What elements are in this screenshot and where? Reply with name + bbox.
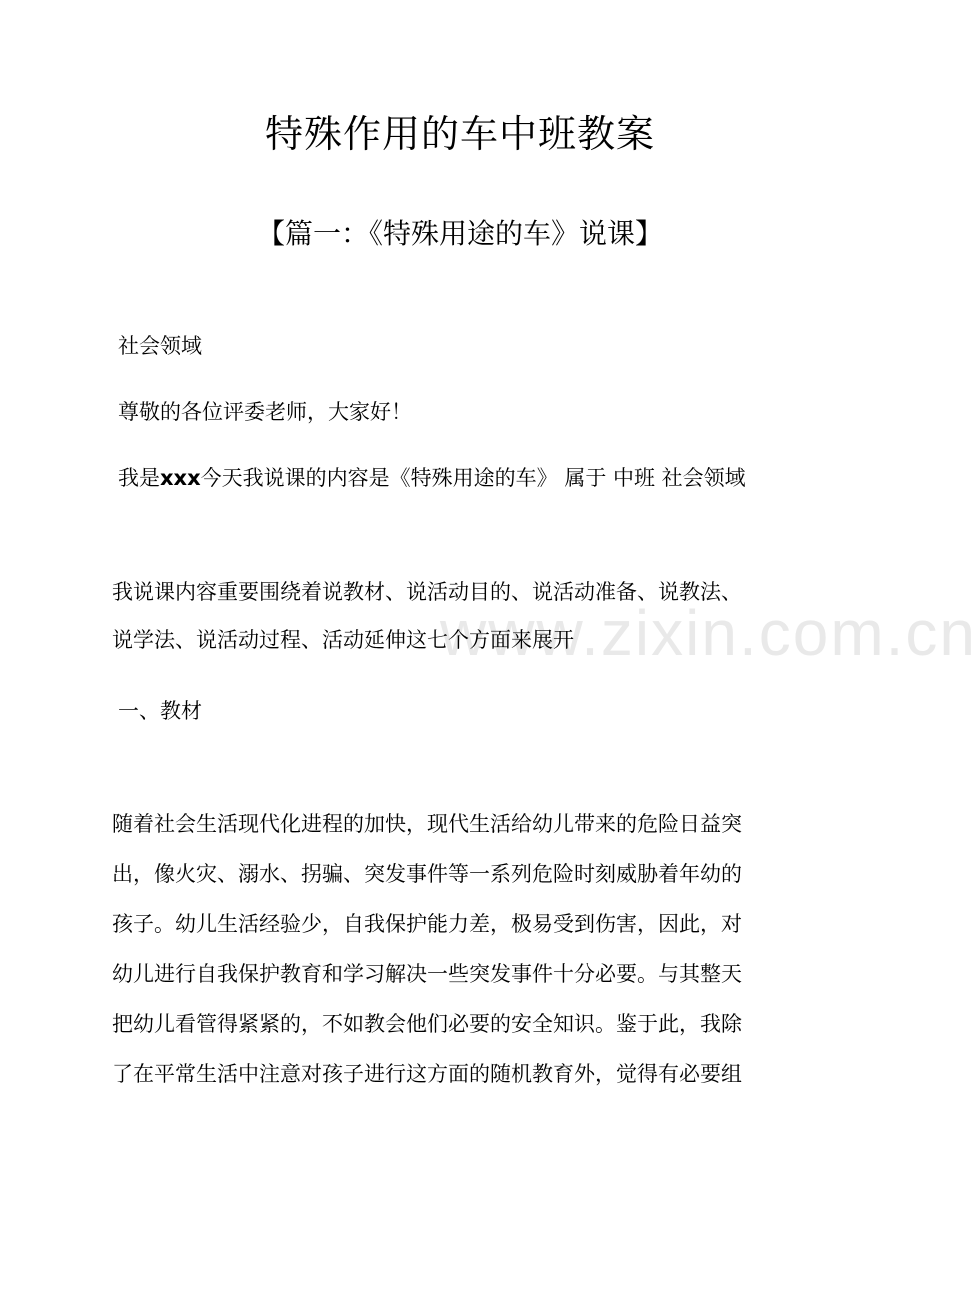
paragraph-line: 孩子。幼儿生活经验少，自我保护能力差，极易受到伤害，因此，对 <box>112 912 742 936</box>
watermark: www.zixin.com.cn <box>440 597 977 669</box>
intro-prefix: 我是 <box>118 466 160 490</box>
overview-paragraph <box>112 574 812 670</box>
paragraph-line: 我说课内容重要围绕着说教材、说活动目的、说活动准备、说教法、 <box>112 580 742 604</box>
intro-name: xxx <box>160 466 201 490</box>
document-title: 特殊作用的车中班教案 <box>264 112 655 156</box>
section-heading: 一、教材 <box>118 699 202 723</box>
body-paragraph <box>112 806 812 1106</box>
document-subtitle: 【篇一：《特殊用途的车》说课】 <box>256 217 663 250</box>
greeting-line: 尊敬的各位评委老师，大家好！ <box>118 400 412 424</box>
paragraph-line: 随着社会生活现代化进程的加快，现代生活给幼儿带来的危险日益突 <box>112 812 742 836</box>
paragraph-line: 出，像火灾、溺水、拐骗、突发事件等一系列危险时刻威胁着年幼的 <box>112 862 742 886</box>
paragraph-line: 说学法、说活动过程、活动延伸这七个方面来展开 <box>112 628 574 652</box>
paragraph-line: 了在平常生活中注意对孩子进行这方面的随机教育外，觉得有必要组 <box>112 1062 742 1086</box>
domain-label: 社会领域 <box>118 334 202 358</box>
paragraph-line: 幼儿进行自我保护教育和学习解决一些突发事件十分必要。与其整天 <box>112 962 742 986</box>
paragraph-line: 把幼儿看管得紧紧的，不如教会他们必要的安全知识。鉴于此，我除 <box>112 1012 742 1036</box>
intro-line <box>118 460 746 496</box>
intro-suffix: 今天我说课的内容是《特殊用途的车》 属于 中班 社会领域 <box>200 466 746 490</box>
